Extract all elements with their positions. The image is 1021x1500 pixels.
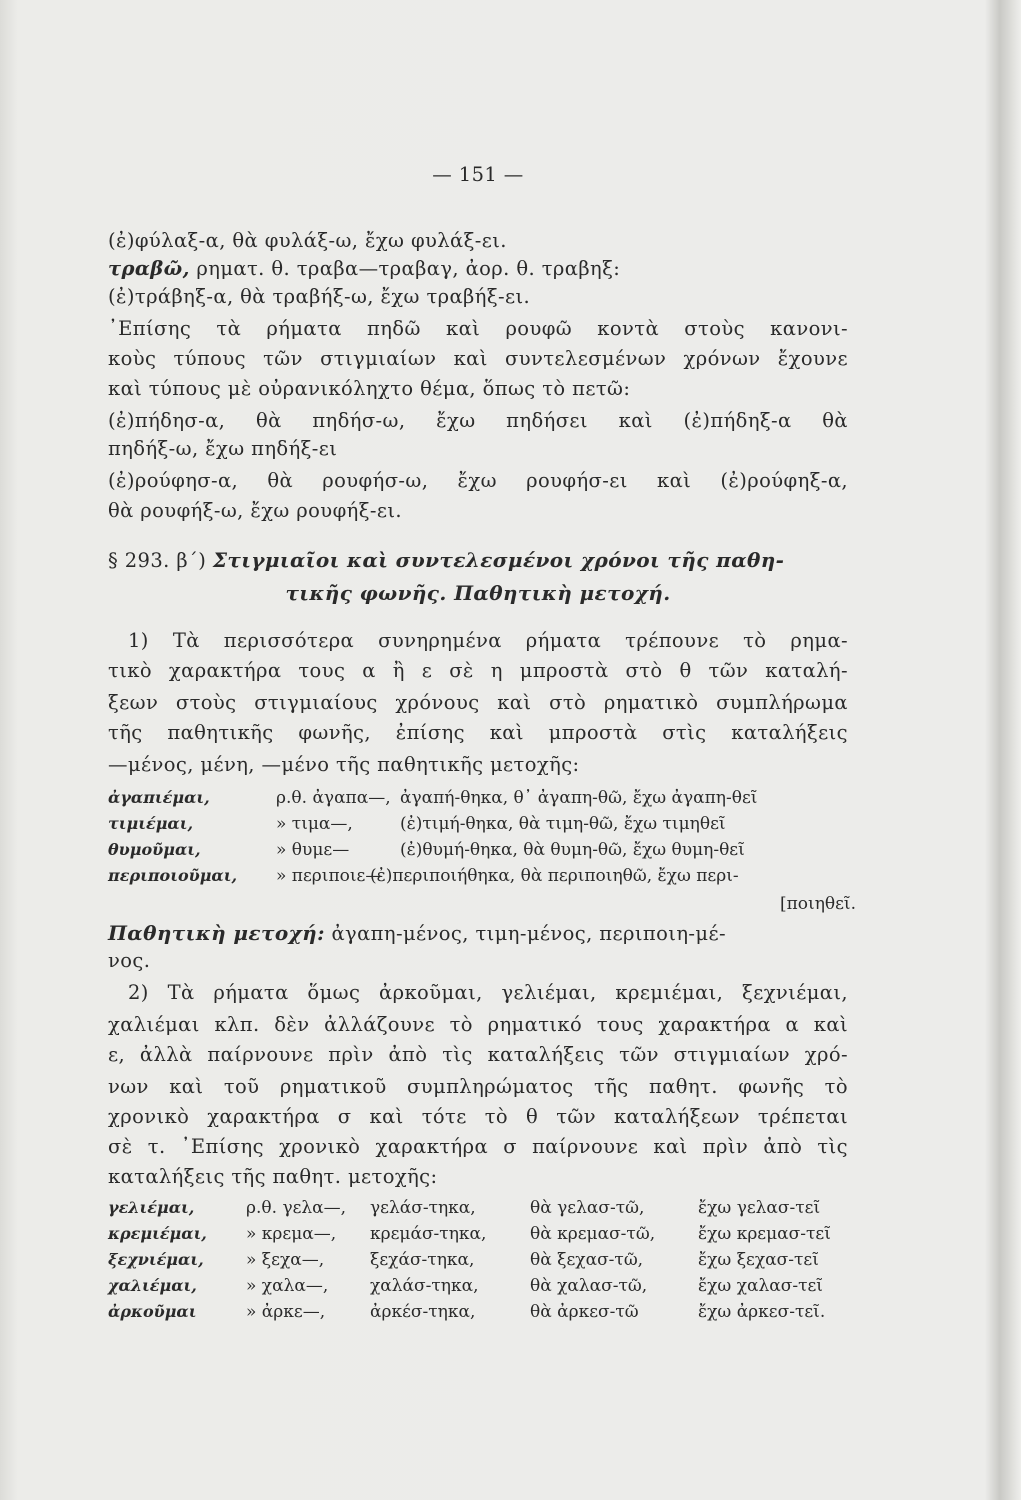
text-line: χαλιέμαι κλπ. δὲν ἀλλάζουνε τὸ ρηματικό τους χαρακτήρα α καὶ xyxy=(108,1013,848,1036)
conjugation-row xyxy=(108,812,853,836)
lemma: τιμιέμαι, xyxy=(108,814,194,833)
future: θὰ γελασ-τῶ, xyxy=(530,1198,645,1218)
stem: » θυμε— xyxy=(276,840,350,860)
perfect: ἔχω χαλασ-τεῖ xyxy=(698,1276,823,1296)
text-line: καταλήξεις τῆς παθητ. μετοχῆς: xyxy=(108,1165,438,1188)
future: θὰ ἀρκεσ-τῶ xyxy=(530,1302,639,1322)
conjugation-row xyxy=(108,1300,853,1324)
text-line: (ἐ)πήδησ-α, θὰ πηδήσ-ω, ἔχω πηδήσει καὶ (ἐ)πήδηξ-α θὰ xyxy=(108,409,848,432)
stem: » ξεχα—, xyxy=(246,1250,325,1270)
aorist: χαλάσ-τηκα, xyxy=(370,1276,479,1296)
text-line: (ἐ)τράβηξ-α, θὰ τραβήξ-ω, ἔχω τραβήξ-ει. xyxy=(108,285,531,308)
section-title-cont: τικῆς φωνῆς. Παθητικὴ μετοχή. xyxy=(285,581,671,605)
text-line: (ἐ)ρούφησ-α, θὰ ρουφήσ-ω, ἔχω ρουφήσ-ει καὶ (ἐ)ρούφηξ-α, xyxy=(108,469,848,492)
headword-gloss: ρηματ. θ. τραβα—τραβαγ, ἀορ. θ. τραβηξ: xyxy=(189,257,621,280)
headword: τραβῶ, xyxy=(108,257,190,280)
lemma: περιποιοῦμαι, xyxy=(108,866,238,885)
forms-cont: [ποιηθεῖ. xyxy=(780,894,857,914)
conjugation-row-cont xyxy=(108,892,857,916)
conjugation-row xyxy=(108,1248,853,1272)
section-heading-line-2 xyxy=(108,580,848,607)
stem: » χαλα—, xyxy=(246,1276,329,1296)
conjugation-row xyxy=(108,1196,853,1220)
conjugation-row xyxy=(108,1274,853,1298)
conjugation-row xyxy=(108,786,853,810)
lemma: κρεμιέμαι, xyxy=(108,1224,207,1243)
perfect: ἔχω κρεμασ-τεῖ xyxy=(698,1224,831,1244)
participle-label: Παθητικὴ μετοχή: xyxy=(108,921,325,945)
aorist: γελάσ-τηκα, xyxy=(370,1198,476,1218)
forms: (ἐ)περιποιήθηκα, θὰ περιποιηθῶ, ἔχω περι- xyxy=(370,866,739,886)
lemma: θυμοῦμαι, xyxy=(108,840,201,859)
section-title: Στιγμιαῖοι καὶ συντελεσμένοι χρόνοι τῆς παθη- xyxy=(212,548,785,572)
text-line: τῆς παθητικῆς φωνῆς, ἐπίσης καὶ μπροστὰ στὶς καταλήξεις xyxy=(108,721,848,744)
aorist: κρεμάσ-τηκα, xyxy=(370,1224,487,1244)
stem: ρ.θ. ἀγαπα—, xyxy=(276,788,391,808)
forms: (ἐ)τιμή-θηκα, θὰ τιμη-θῶ, ἔχω τιμηθεῖ xyxy=(400,814,726,834)
lemma: ἀρκοῦμαι xyxy=(108,1302,197,1321)
text-line: κοὺς τύπους τῶν στιγμιαίων καὶ συντελεσμένων χρόνων ἔχουνε xyxy=(108,347,848,370)
page-number: — 151 — xyxy=(432,163,524,186)
stem: ρ.θ. γελα—, xyxy=(246,1198,347,1218)
stem: » τιμα—, xyxy=(276,814,353,834)
text-line xyxy=(108,256,848,282)
text-line: νος. xyxy=(108,949,151,972)
perfect: ἔχω ξεχασ-τεῖ xyxy=(698,1250,819,1270)
section-heading-line-1 xyxy=(108,547,848,574)
text-line: —μένος, μένη, —μένο τῆς παθητικῆς μετοχῆς: xyxy=(108,753,580,776)
stem: » ἀρκε—, xyxy=(246,1302,326,1322)
text-line: σὲ τ. ᾿Επίσης χρονικὸ χαρακτήρα σ παίρνουνε καὶ πρὶν ἀπὸ τὶς xyxy=(108,1135,848,1158)
text-line: ξεων στοὺς στιγμιαίους χρόνους καὶ στὸ ρηματικὸ συμπλήρωμα xyxy=(108,691,848,714)
future: θὰ χαλασ-τῶ, xyxy=(530,1276,648,1296)
lemma: χαλιέμαι, xyxy=(108,1276,197,1295)
forms: (ἐ)θυμή-θηκα, θὰ θυμη-θῶ, ἔχω θυμη-θεῖ xyxy=(400,840,745,860)
text-line: θὰ ρουφήξ-ω, ἔχω ρουφήξ-ει. xyxy=(108,499,402,522)
text-line: χρονικὸ χαρακτήρα σ καὶ τότε τὸ θ τῶν καταλήξεων τρέπεται xyxy=(108,1105,848,1128)
participle-text: ἀγαπη-μένος, τιμη-μένος, περιποιη-μέ- xyxy=(324,922,726,945)
section-number: § 293. β΄) xyxy=(108,549,207,572)
conjugation-row xyxy=(108,864,853,888)
text-line: (ἐ)φύλαξ-α, θὰ φυλάξ-ω, ἔχω φυλάξ-ει. xyxy=(108,229,507,252)
text-line: ᾿Επίσης τὰ ρήματα πηδῶ καὶ ρουφῶ κοντὰ στοὺς κανονι- xyxy=(108,317,848,340)
lemma: γελιέμαι, xyxy=(108,1198,195,1217)
conjugation-row xyxy=(108,838,853,862)
lemma: ξεχνιέμαι, xyxy=(108,1250,204,1269)
participle-line xyxy=(108,920,848,947)
text-line: τικὸ χαρακτήρα τους α ἢ ε σὲ η μπροστὰ στὸ θ τῶν καταλή- xyxy=(108,659,848,682)
text-line: καὶ τύπους μὲ οὐρανικόληχτο θέμα, ὅπως τὸ πετῶ: xyxy=(108,377,631,400)
aorist: ξεχάσ-τηκα, xyxy=(370,1250,475,1270)
aorist: ἀρκέσ-τηκα, xyxy=(370,1302,476,1322)
conjugation-row xyxy=(108,1222,853,1246)
future: θὰ κρεμασ-τῶ, xyxy=(530,1224,656,1244)
text-line: πηδήξ-ω, ἔχω πηδήξ-ει xyxy=(108,437,338,460)
text-line: ε, ἀλλὰ παίρνουνε πρὶν ἀπὸ τὶς καταλήξεις τῶν στιγμιαίων χρό- xyxy=(108,1043,848,1066)
stem: » περιποιε— xyxy=(276,866,383,886)
lemma: ἀγαπιέμαι, xyxy=(108,788,210,807)
future: θὰ ξεχασ-τῶ, xyxy=(530,1250,644,1270)
text-line: 1) Τὰ περισσότερα συνηρημένα ρήματα τρέπουνε τὸ ρημα- xyxy=(128,629,848,652)
text-line: νων καὶ τοῦ ρηματικοῦ συμπληρώματος τῆς παθητ. φωνῆς τὸ xyxy=(108,1075,848,1098)
stem: » κρεμα—, xyxy=(246,1224,337,1244)
perfect: ἔχω γελασ-τεῖ xyxy=(698,1198,821,1218)
forms: ἀγαπή-θηκα, θ᾿ ἀγαπη-θῶ, ἔχω ἀγαπη-θεῖ xyxy=(400,788,758,808)
text-line: 2) Τὰ ρήματα ὅμως ἀρκοῦμαι, γελιέμαι, κρεμιέμαι, ξεχνιέμαι, xyxy=(128,981,848,1004)
perfect: ἔχω ἀρκεσ-τεῖ. xyxy=(698,1302,826,1322)
